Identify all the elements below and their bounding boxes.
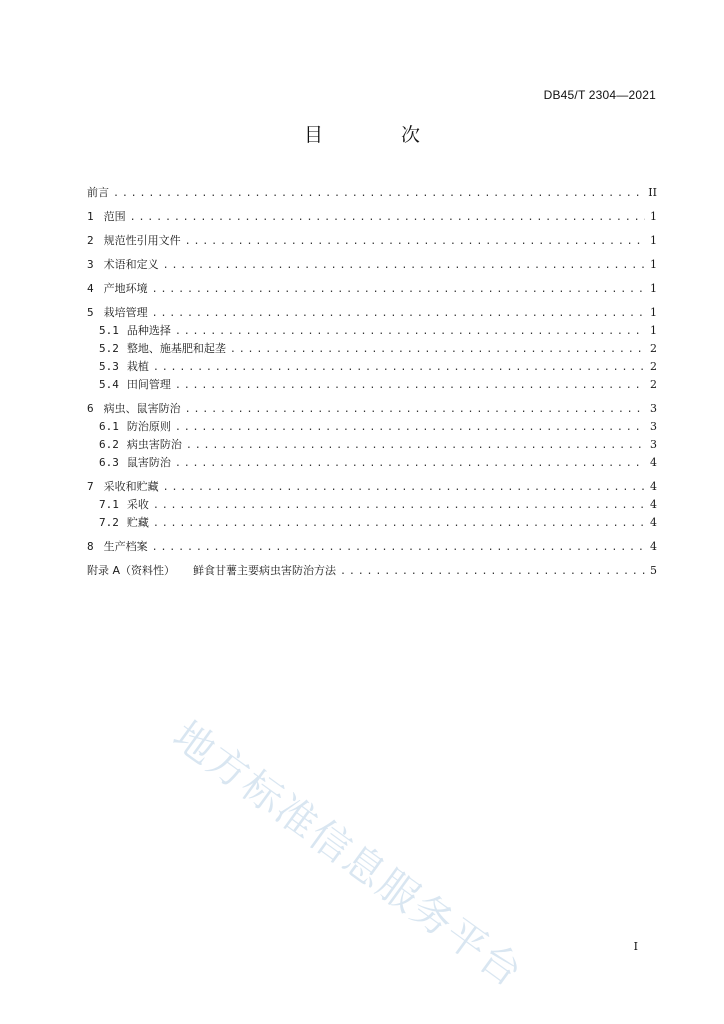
toc-page-number: 1: [650, 324, 657, 337]
toc-entry[interactable]: [87, 538, 657, 556]
toc-entry-label: 防治原则: [126, 420, 171, 433]
toc-page-number: 1: [650, 306, 657, 319]
toc-entry-label: 整地、施基肥和起垄: [126, 342, 226, 355]
toc-dot-leader: [185, 404, 645, 415]
toc-entry-number: 6.3: [99, 456, 119, 469]
toc-subentry[interactable]: [87, 376, 657, 394]
toc-dot-leader: [163, 260, 645, 271]
toc-page-number: 2: [650, 378, 657, 391]
toc-entry-number: 7.1: [99, 498, 119, 511]
toc-dot-leader: [340, 566, 645, 577]
toc-subentry[interactable]: [87, 496, 657, 514]
toc-entry-number: 8: [87, 540, 94, 553]
toc-dot-leader: [113, 188, 644, 199]
toc-entry-number: 5.3: [99, 360, 119, 373]
toc-entry-number: 附录 A（资料性）: [87, 564, 176, 577]
toc-subentry[interactable]: [87, 454, 657, 472]
toc-page-number: 3: [650, 402, 657, 415]
toc-page-number: II: [648, 186, 657, 199]
toc-subentry[interactable]: [87, 436, 657, 454]
toc-entry-number: 5.1: [99, 324, 119, 337]
toc-entry-label: 鲜食甘薯主要病虫害防治方法: [193, 564, 337, 577]
table-of-contents: [87, 184, 657, 580]
toc-entry-label: 病虫害防治: [126, 438, 182, 451]
toc-dot-leader: [152, 308, 645, 319]
toc-entry-number: 1: [87, 210, 94, 223]
toc-page-number: 3: [650, 438, 657, 451]
toc-entry-label: 采收: [126, 498, 149, 511]
toc-page-number: 4: [650, 516, 657, 529]
document-code: DB45/T 2304—2021: [543, 88, 656, 102]
toc-dot-leader: [175, 380, 645, 391]
toc-entry[interactable]: [87, 400, 657, 418]
toc-entry-label: 病虫、鼠害防治: [103, 402, 181, 415]
toc-dot-leader: [153, 518, 645, 529]
toc-dot-leader: [175, 458, 645, 469]
toc-page-number: 4: [650, 540, 657, 553]
toc-page-number: 5: [650, 564, 657, 577]
toc-entry-number: 6.2: [99, 438, 119, 451]
toc-dot-leader: [153, 500, 645, 511]
watermark: 地方标准信息服务平台: [164, 712, 532, 997]
toc-dot-leader: [163, 482, 645, 493]
page-number: I: [633, 940, 638, 953]
toc-subentry[interactable]: [87, 418, 657, 436]
toc-entry[interactable]: [87, 184, 657, 202]
toc-dot-leader: [175, 422, 645, 433]
toc-entry[interactable]: [87, 562, 657, 580]
toc-entry-number: 7.2: [99, 516, 119, 529]
toc-subentry[interactable]: [87, 358, 657, 376]
toc-entry-number: 7: [87, 480, 94, 493]
toc-entry-number: 6.1: [99, 420, 119, 433]
toc-entry[interactable]: [87, 478, 657, 496]
toc-entry-label: 术语和定义: [103, 258, 159, 271]
toc-dot-leader: [152, 542, 645, 553]
toc-entry-label: 采收和贮藏: [103, 480, 159, 493]
toc-page-number: 1: [650, 282, 657, 295]
toc-entry-label: 鼠害防治: [126, 456, 171, 469]
toc-entry-number: 4: [87, 282, 94, 295]
toc-entry-label: 生产档案: [103, 540, 148, 553]
toc-page-number: 1: [650, 210, 657, 223]
toc-dot-leader: [153, 362, 645, 373]
toc-page-number: 3: [650, 420, 657, 433]
toc-dot-leader: [130, 212, 645, 223]
toc-page-number: 1: [650, 234, 657, 247]
toc-page-number: 2: [650, 360, 657, 373]
toc-entry-label: 田间管理: [126, 378, 171, 391]
toc-entry-label: 产地环境: [103, 282, 148, 295]
toc-dot-leader: [175, 326, 645, 337]
toc-subentry[interactable]: [87, 322, 657, 340]
toc-entry[interactable]: [87, 208, 657, 226]
toc-entry[interactable]: [87, 232, 657, 250]
toc-page-number: 1: [650, 258, 657, 271]
toc-entry-number: 5.2: [99, 342, 119, 355]
toc-entry-label: 范围: [103, 210, 126, 223]
toc-entry-number: 5.4: [99, 378, 119, 391]
toc-page-number: 2: [650, 342, 657, 355]
toc-entry-label: 规范性引用文件: [103, 234, 181, 247]
toc-page-number: 4: [650, 498, 657, 511]
page-title: 目 次: [303, 124, 457, 146]
toc-entry-label: 品种选择: [126, 324, 171, 337]
toc-entry-number: 6: [87, 402, 94, 415]
toc-dot-leader: [185, 236, 645, 247]
toc-entry-label: 前言: [87, 186, 109, 199]
toc-entry-label: 贮藏: [126, 516, 149, 529]
toc-entry-number: 2: [87, 234, 94, 247]
toc-entry-number: 5: [87, 306, 94, 319]
toc-entry-label: 栽培管理: [103, 306, 148, 319]
toc-page-number: 4: [650, 480, 657, 493]
toc-entry[interactable]: [87, 280, 657, 298]
toc-page-number: 4: [650, 456, 657, 469]
toc-entry[interactable]: [87, 256, 657, 274]
toc-subentry[interactable]: [87, 340, 657, 358]
toc-subentry[interactable]: [87, 514, 657, 532]
toc-entry-label: 栽植: [126, 360, 149, 373]
toc-entry-number: 3: [87, 258, 94, 271]
toc-dot-leader: [230, 344, 645, 355]
toc-dot-leader: [152, 284, 645, 295]
toc-dot-leader: [186, 440, 645, 451]
toc-entry[interactable]: [87, 304, 657, 322]
